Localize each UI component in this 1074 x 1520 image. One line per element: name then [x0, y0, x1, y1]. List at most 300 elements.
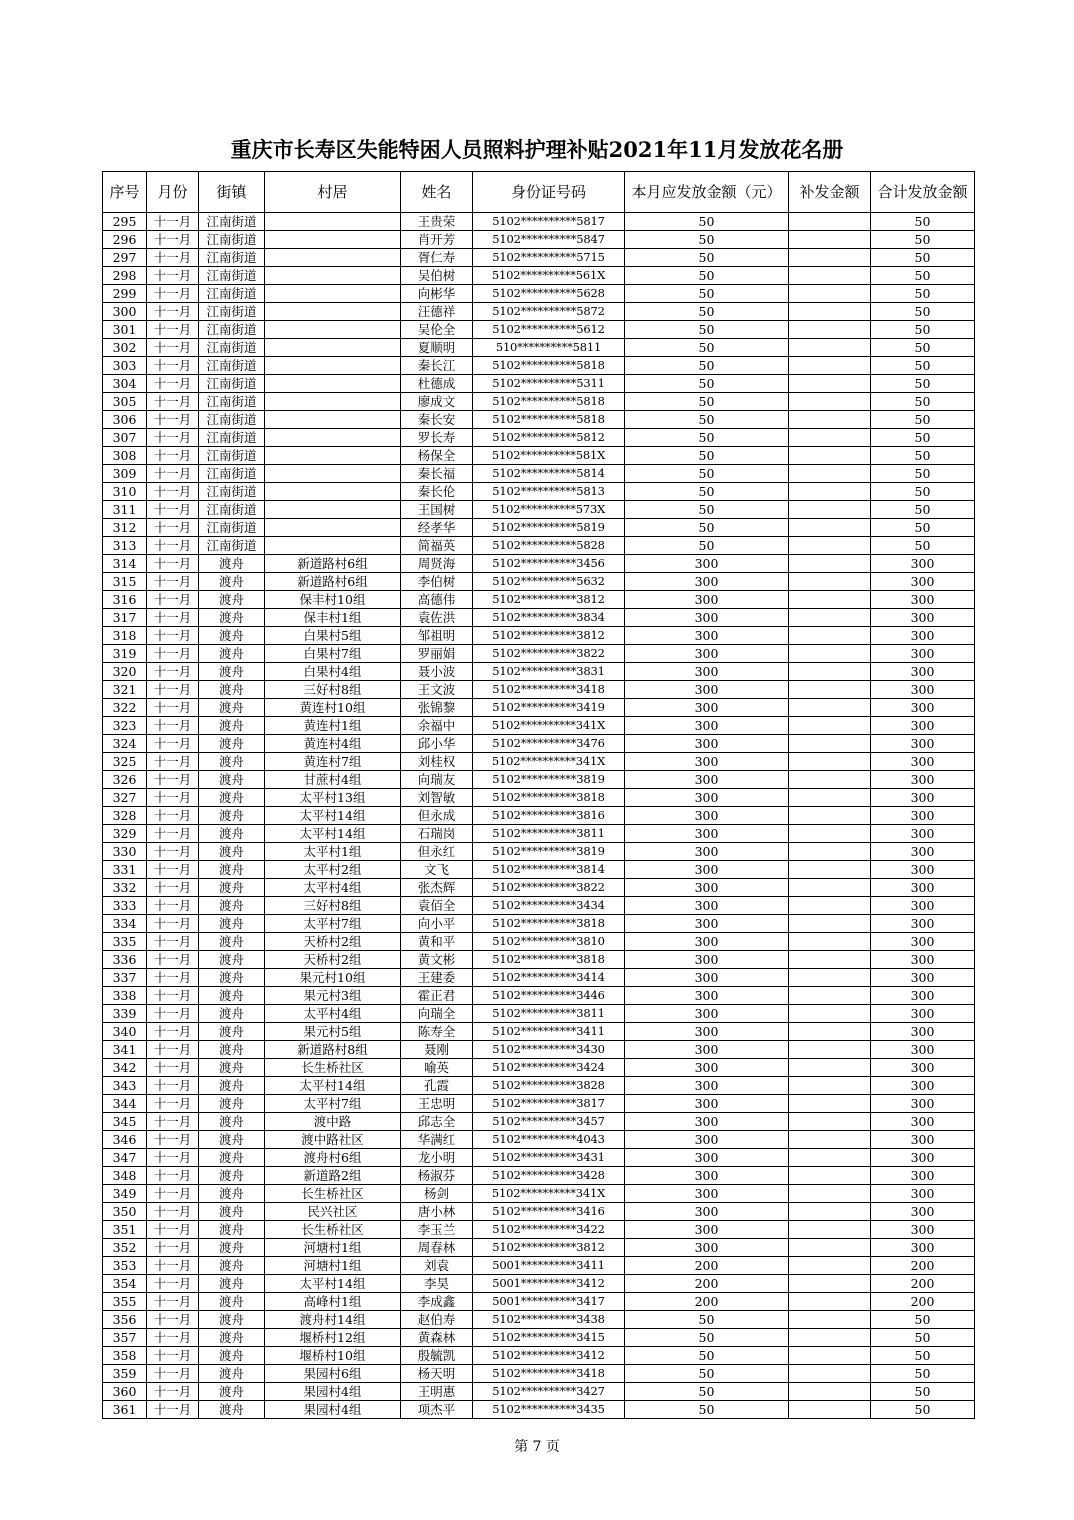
- table-row: [103, 357, 975, 375]
- id-number-cell: 5102**********3415: [473, 1329, 625, 1347]
- town-cell: 江南街道: [199, 357, 265, 375]
- amount-due-cell: 300: [625, 1077, 789, 1095]
- total-cell: 50: [871, 501, 975, 519]
- table-row: [103, 699, 975, 717]
- village-cell: [265, 519, 401, 537]
- month-cell: 十一月: [147, 1185, 199, 1203]
- village-cell: 果园村4组: [265, 1383, 401, 1401]
- table-row: [103, 663, 975, 681]
- supplement-cell: [789, 213, 871, 231]
- town-cell: 江南街道: [199, 483, 265, 501]
- amount-due-cell: 200: [625, 1293, 789, 1311]
- total-cell: 50: [871, 231, 975, 249]
- name-cell: 聂小波: [401, 663, 473, 681]
- town-cell: 渡舟: [199, 807, 265, 825]
- month-cell: 十一月: [147, 1293, 199, 1311]
- total-cell: 300: [871, 591, 975, 609]
- id-number-cell: 5102**********3817: [473, 1095, 625, 1113]
- name-cell: 王文波: [401, 681, 473, 699]
- village-cell: 新道路村6组: [265, 555, 401, 573]
- serial-cell: 301: [103, 321, 147, 339]
- page-title: 重庆市长寿区失能特困人员照料护理补贴2021年11月发放花名册: [230, 137, 844, 162]
- village-cell: 果园村4组: [265, 1401, 401, 1419]
- table-row: [103, 267, 975, 285]
- month-cell: 十一月: [147, 411, 199, 429]
- town-cell: 渡舟: [199, 1347, 265, 1365]
- supplement-cell: [789, 375, 871, 393]
- town-cell: 江南街道: [199, 537, 265, 555]
- col-header-name: 姓名: [401, 172, 473, 213]
- supplement-cell: [789, 699, 871, 717]
- table-row: [103, 447, 975, 465]
- town-cell: 渡舟: [199, 915, 265, 933]
- serial-cell: 332: [103, 879, 147, 897]
- supplement-cell: [789, 645, 871, 663]
- amount-due-cell: 50: [625, 231, 789, 249]
- amount-due-cell: 300: [625, 1005, 789, 1023]
- month-cell: 十一月: [147, 285, 199, 303]
- name-cell: 汪德祥: [401, 303, 473, 321]
- col-header-village: 村居: [265, 172, 401, 213]
- name-cell: 李伯树: [401, 573, 473, 591]
- town-cell: 渡舟: [199, 1149, 265, 1167]
- amount-due-cell: 300: [625, 1221, 789, 1239]
- total-cell: 50: [871, 249, 975, 267]
- town-cell: 渡舟: [199, 789, 265, 807]
- month-cell: 十一月: [147, 1041, 199, 1059]
- amount-due-cell: 300: [625, 663, 789, 681]
- amount-due-cell: 300: [625, 627, 789, 645]
- supplement-cell: [789, 537, 871, 555]
- amount-due-cell: 50: [625, 501, 789, 519]
- supplement-cell: [789, 1311, 871, 1329]
- supplement-cell: [789, 1365, 871, 1383]
- table-row: [103, 501, 975, 519]
- total-cell: 300: [871, 1131, 975, 1149]
- month-cell: 十一月: [147, 879, 199, 897]
- serial-cell: 315: [103, 573, 147, 591]
- village-cell: [265, 249, 401, 267]
- name-cell: 肖开芳: [401, 231, 473, 249]
- town-cell: 渡舟: [199, 1275, 265, 1293]
- name-cell: 王建委: [401, 969, 473, 987]
- table-row: [103, 735, 975, 753]
- month-cell: 十一月: [147, 447, 199, 465]
- month-cell: 十一月: [147, 1113, 199, 1131]
- name-cell: 杨剑: [401, 1185, 473, 1203]
- month-cell: 十一月: [147, 699, 199, 717]
- town-cell: 渡舟: [199, 843, 265, 861]
- month-cell: 十一月: [147, 573, 199, 591]
- amount-due-cell: 50: [625, 1329, 789, 1347]
- amount-due-cell: 300: [625, 1113, 789, 1131]
- month-cell: 十一月: [147, 1383, 199, 1401]
- id-number-cell: 5102**********5812: [473, 429, 625, 447]
- supplement-cell: [789, 1059, 871, 1077]
- name-cell: 张杰辉: [401, 879, 473, 897]
- name-cell: 霍正君: [401, 987, 473, 1005]
- table-row: [103, 951, 975, 969]
- month-cell: 十一月: [147, 843, 199, 861]
- village-cell: 渡舟村14组: [265, 1311, 401, 1329]
- village-cell: 长生桥社区: [265, 1221, 401, 1239]
- serial-cell: 312: [103, 519, 147, 537]
- total-cell: 50: [871, 267, 975, 285]
- town-cell: 渡舟: [199, 753, 265, 771]
- month-cell: 十一月: [147, 1365, 199, 1383]
- total-cell: 300: [871, 897, 975, 915]
- serial-cell: 325: [103, 753, 147, 771]
- id-number-cell: 5102**********3811: [473, 1005, 625, 1023]
- village-cell: 堰桥村12组: [265, 1329, 401, 1347]
- total-cell: 300: [871, 717, 975, 735]
- village-cell: [265, 483, 401, 501]
- table-row: [103, 1221, 975, 1239]
- serial-cell: 306: [103, 411, 147, 429]
- id-number-cell: 5102**********3828: [473, 1077, 625, 1095]
- total-cell: 50: [871, 1329, 975, 1347]
- serial-cell: 308: [103, 447, 147, 465]
- name-cell: 唐小林: [401, 1203, 473, 1221]
- village-cell: 甘蔗村4组: [265, 771, 401, 789]
- supplement-cell: [789, 987, 871, 1005]
- amount-due-cell: 300: [625, 897, 789, 915]
- town-cell: 渡舟: [199, 645, 265, 663]
- total-cell: 300: [871, 573, 975, 591]
- month-cell: 十一月: [147, 663, 199, 681]
- id-number-cell: 5102**********3818: [473, 915, 625, 933]
- supplement-cell: [789, 663, 871, 681]
- table-row: [103, 573, 975, 591]
- total-cell: 300: [871, 861, 975, 879]
- town-cell: 江南街道: [199, 249, 265, 267]
- serial-cell: 342: [103, 1059, 147, 1077]
- month-cell: 十一月: [147, 807, 199, 825]
- total-cell: 200: [871, 1293, 975, 1311]
- amount-due-cell: 300: [625, 987, 789, 1005]
- name-cell: 余福中: [401, 717, 473, 735]
- month-cell: 十一月: [147, 375, 199, 393]
- month-cell: 十一月: [147, 1239, 199, 1257]
- town-cell: 渡舟: [199, 1059, 265, 1077]
- table-row: [103, 1365, 975, 1383]
- amount-due-cell: 300: [625, 1149, 789, 1167]
- supplement-cell: [789, 1293, 871, 1311]
- village-cell: 太平村14组: [265, 1275, 401, 1293]
- total-cell: 300: [871, 735, 975, 753]
- table-row: [103, 1113, 975, 1131]
- village-cell: 渡中路社区: [265, 1131, 401, 1149]
- serial-cell: 322: [103, 699, 147, 717]
- name-cell: 高德伟: [401, 591, 473, 609]
- id-number-cell: 5102**********341X: [473, 717, 625, 735]
- id-number-cell: 5102**********5612: [473, 321, 625, 339]
- month-cell: 十一月: [147, 645, 199, 663]
- month-cell: 十一月: [147, 1149, 199, 1167]
- serial-cell: 361: [103, 1401, 147, 1419]
- id-number-cell: 5102**********5632: [473, 573, 625, 591]
- amount-due-cell: 50: [625, 447, 789, 465]
- id-number-cell: 5001**********3417: [473, 1293, 625, 1311]
- town-cell: 渡舟: [199, 699, 265, 717]
- id-number-cell: 5102**********5817: [473, 213, 625, 231]
- supplement-cell: [789, 1005, 871, 1023]
- id-number-cell: 5102**********3416: [473, 1203, 625, 1221]
- supplement-cell: [789, 1383, 871, 1401]
- town-cell: 渡舟: [199, 933, 265, 951]
- table-row: [103, 1149, 975, 1167]
- village-cell: [265, 537, 401, 555]
- id-number-cell: 5102**********5818: [473, 393, 625, 411]
- table-row: [103, 807, 975, 825]
- amount-due-cell: 200: [625, 1257, 789, 1275]
- total-cell: 50: [871, 447, 975, 465]
- id-number-cell: 5102**********3431: [473, 1149, 625, 1167]
- supplement-cell: [789, 1131, 871, 1149]
- supplement-cell: [789, 627, 871, 645]
- id-number-cell: 5102**********3412: [473, 1347, 625, 1365]
- month-cell: 十一月: [147, 1401, 199, 1419]
- total-cell: 50: [871, 393, 975, 411]
- month-cell: 十一月: [147, 429, 199, 447]
- month-cell: 十一月: [147, 987, 199, 1005]
- supplement-cell: [789, 591, 871, 609]
- name-cell: 向彬华: [401, 285, 473, 303]
- table-row: [103, 393, 975, 411]
- town-cell: 渡舟: [199, 1041, 265, 1059]
- supplement-cell: [789, 1203, 871, 1221]
- total-cell: 300: [871, 1167, 975, 1185]
- month-cell: 十一月: [147, 897, 199, 915]
- supplement-cell: [789, 951, 871, 969]
- name-cell: 秦长伦: [401, 483, 473, 501]
- village-cell: [265, 501, 401, 519]
- amount-due-cell: 300: [625, 591, 789, 609]
- supplement-cell: [789, 1275, 871, 1293]
- amount-due-cell: 300: [625, 1185, 789, 1203]
- table-row: [103, 483, 975, 501]
- total-cell: 50: [871, 429, 975, 447]
- town-cell: 江南街道: [199, 411, 265, 429]
- amount-due-cell: 300: [625, 969, 789, 987]
- village-cell: 黄连村1组: [265, 717, 401, 735]
- table-row: [103, 717, 975, 735]
- month-cell: 十一月: [147, 753, 199, 771]
- name-cell: 秦长江: [401, 357, 473, 375]
- id-number-cell: 5102**********5819: [473, 519, 625, 537]
- supplement-cell: [789, 1077, 871, 1095]
- name-cell: 邱小华: [401, 735, 473, 753]
- amount-due-cell: 50: [625, 213, 789, 231]
- village-cell: 太平村4组: [265, 1005, 401, 1023]
- serial-cell: 337: [103, 969, 147, 987]
- town-cell: 渡舟: [199, 771, 265, 789]
- total-cell: 50: [871, 483, 975, 501]
- town-cell: 渡舟: [199, 717, 265, 735]
- serial-cell: 354: [103, 1275, 147, 1293]
- serial-cell: 348: [103, 1167, 147, 1185]
- name-cell: 向瑞全: [401, 1005, 473, 1023]
- total-cell: 200: [871, 1257, 975, 1275]
- name-cell: 罗长寿: [401, 429, 473, 447]
- amount-due-cell: 300: [625, 1023, 789, 1041]
- month-cell: 十一月: [147, 501, 199, 519]
- supplement-cell: [789, 861, 871, 879]
- amount-due-cell: 300: [625, 681, 789, 699]
- town-cell: 江南街道: [199, 285, 265, 303]
- town-cell: 渡舟: [199, 1167, 265, 1185]
- name-cell: 黄和平: [401, 933, 473, 951]
- table-row: [103, 303, 975, 321]
- name-cell: 王贵荣: [401, 213, 473, 231]
- table-row: [103, 465, 975, 483]
- amount-due-cell: 300: [625, 825, 789, 843]
- village-cell: [265, 465, 401, 483]
- id-number-cell: 5102**********5818: [473, 411, 625, 429]
- town-cell: 江南街道: [199, 447, 265, 465]
- amount-due-cell: 300: [625, 735, 789, 753]
- id-number-cell: 5102**********3812: [473, 1239, 625, 1257]
- table-row: [103, 771, 975, 789]
- village-cell: 三好村8组: [265, 897, 401, 915]
- table-row: [103, 285, 975, 303]
- id-number-cell: 5102**********3822: [473, 645, 625, 663]
- supplement-cell: [789, 339, 871, 357]
- name-cell: 喻英: [401, 1059, 473, 1077]
- col-header-town: 街镇: [199, 172, 265, 213]
- id-number-cell: 5102**********3422: [473, 1221, 625, 1239]
- month-cell: 十一月: [147, 1257, 199, 1275]
- name-cell: 石瑞岗: [401, 825, 473, 843]
- serial-cell: 345: [103, 1113, 147, 1131]
- serial-cell: 319: [103, 645, 147, 663]
- month-cell: 十一月: [147, 609, 199, 627]
- serial-cell: 316: [103, 591, 147, 609]
- town-cell: 渡舟: [199, 1005, 265, 1023]
- village-cell: 黄连村4组: [265, 735, 401, 753]
- supplement-cell: [789, 807, 871, 825]
- month-cell: 十一月: [147, 1167, 199, 1185]
- total-cell: 300: [871, 807, 975, 825]
- town-cell: 渡舟: [199, 1023, 265, 1041]
- name-cell: 袁佰全: [401, 897, 473, 915]
- month-cell: 十一月: [147, 267, 199, 285]
- amount-due-cell: 300: [625, 1239, 789, 1257]
- month-cell: 十一月: [147, 717, 199, 735]
- supplement-cell: [789, 753, 871, 771]
- total-cell: 50: [871, 375, 975, 393]
- name-cell: 李玉兰: [401, 1221, 473, 1239]
- serial-cell: 327: [103, 789, 147, 807]
- supplement-cell: [789, 519, 871, 537]
- supplement-cell: [789, 393, 871, 411]
- village-cell: 果园村6组: [265, 1365, 401, 1383]
- id-number-cell: 5102**********3418: [473, 681, 625, 699]
- table-row: [103, 1293, 975, 1311]
- id-number-cell: 5102**********5818: [473, 357, 625, 375]
- total-cell: 50: [871, 321, 975, 339]
- village-cell: 太平村4组: [265, 879, 401, 897]
- town-cell: 江南街道: [199, 375, 265, 393]
- amount-due-cell: 50: [625, 321, 789, 339]
- id-number-cell: 5102**********581X: [473, 447, 625, 465]
- supplement-cell: [789, 1401, 871, 1419]
- serial-cell: 320: [103, 663, 147, 681]
- town-cell: 渡舟: [199, 591, 265, 609]
- table-row: [103, 429, 975, 447]
- total-cell: 300: [871, 843, 975, 861]
- table-row: [103, 1383, 975, 1401]
- name-cell: 但永成: [401, 807, 473, 825]
- month-cell: 十一月: [147, 1131, 199, 1149]
- total-cell: 300: [871, 1203, 975, 1221]
- serial-cell: 323: [103, 717, 147, 735]
- name-cell: 邱志全: [401, 1113, 473, 1131]
- total-cell: 300: [871, 987, 975, 1005]
- village-cell: [265, 213, 401, 231]
- id-number-cell: 5102**********3430: [473, 1041, 625, 1059]
- month-cell: 十一月: [147, 321, 199, 339]
- town-cell: 江南街道: [199, 303, 265, 321]
- total-cell: 50: [871, 1311, 975, 1329]
- total-cell: 300: [871, 825, 975, 843]
- village-cell: 新道路2组: [265, 1167, 401, 1185]
- serial-cell: 304: [103, 375, 147, 393]
- month-cell: 十一月: [147, 1005, 199, 1023]
- month-cell: 十一月: [147, 1311, 199, 1329]
- supplement-cell: [789, 573, 871, 591]
- serial-cell: 357: [103, 1329, 147, 1347]
- name-cell: 王忠明: [401, 1095, 473, 1113]
- id-number-cell: 5102**********5628: [473, 285, 625, 303]
- town-cell: 江南街道: [199, 321, 265, 339]
- village-cell: 太平村14组: [265, 825, 401, 843]
- month-cell: 十一月: [147, 393, 199, 411]
- serial-cell: 330: [103, 843, 147, 861]
- serial-cell: 356: [103, 1311, 147, 1329]
- town-cell: 渡舟: [199, 627, 265, 645]
- supplement-cell: [789, 1041, 871, 1059]
- town-cell: 渡舟: [199, 1221, 265, 1239]
- supplement-cell: [789, 465, 871, 483]
- name-cell: 刘桂权: [401, 753, 473, 771]
- col-header-total: 合计发放金额: [871, 172, 975, 213]
- town-cell: 渡舟: [199, 969, 265, 987]
- serial-cell: 310: [103, 483, 147, 501]
- table-row: [103, 1401, 975, 1419]
- month-cell: 十一月: [147, 591, 199, 609]
- id-number-cell: 5102**********3818: [473, 951, 625, 969]
- village-cell: 民兴社区: [265, 1203, 401, 1221]
- supplement-cell: [789, 1113, 871, 1131]
- col-header-serial: 序号: [103, 172, 147, 213]
- total-cell: 50: [871, 537, 975, 555]
- supplement-cell: [789, 1185, 871, 1203]
- id-number-cell: 5102**********5814: [473, 465, 625, 483]
- supplement-cell: [789, 303, 871, 321]
- village-cell: 白果村7组: [265, 645, 401, 663]
- total-cell: 300: [871, 951, 975, 969]
- amount-due-cell: 300: [625, 753, 789, 771]
- village-cell: 新道路村8组: [265, 1041, 401, 1059]
- month-cell: 十一月: [147, 825, 199, 843]
- id-number-cell: 5102**********3810: [473, 933, 625, 951]
- total-cell: 300: [871, 789, 975, 807]
- supplement-cell: [789, 483, 871, 501]
- name-cell: 周春林: [401, 1239, 473, 1257]
- name-cell: 秦长安: [401, 411, 473, 429]
- total-cell: 50: [871, 285, 975, 303]
